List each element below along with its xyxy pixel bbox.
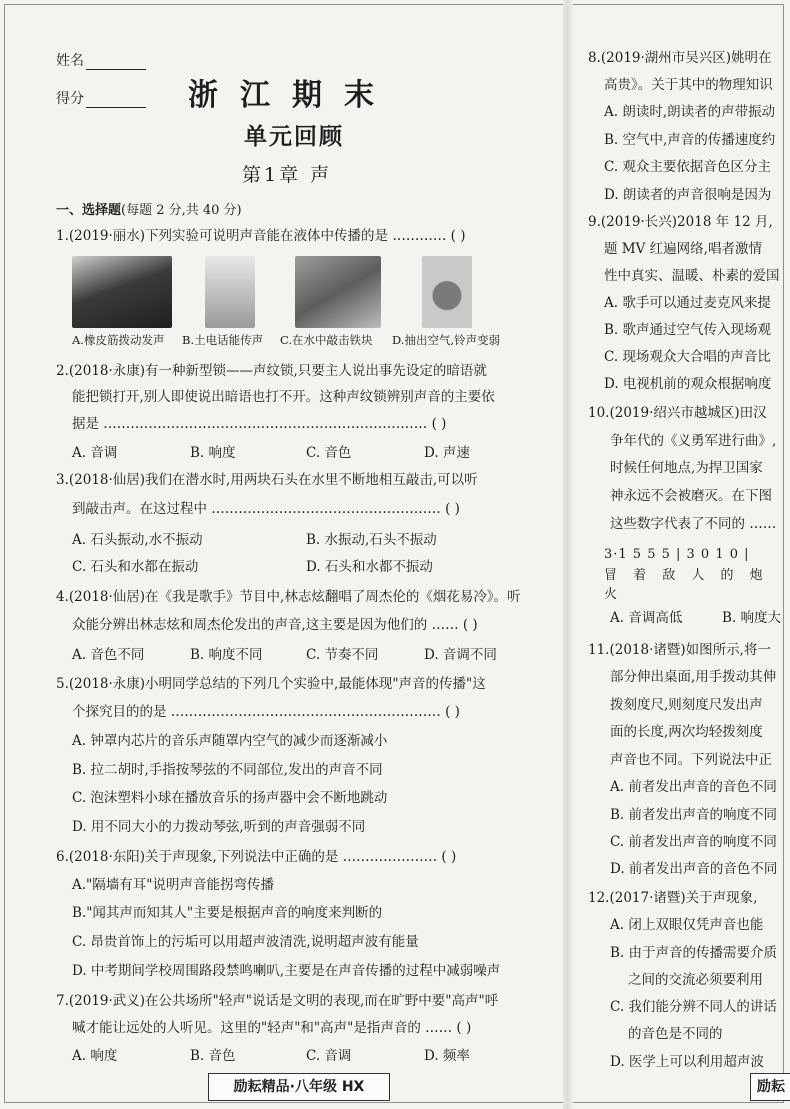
right-line: 10.(2019·绍兴市越城区)田汉 (588, 405, 767, 421)
right-line: 争年代的《义勇军进行曲》, (610, 433, 777, 449)
right-line: A. 闭上双眼仅凭声音也能 (610, 917, 764, 933)
q5-line-2: 个探究目的的是 …………………………………………………… ( ) (72, 704, 460, 720)
right-line: 12.(2017·诸暨)关于声现象, (588, 890, 758, 906)
q1-image-b (205, 256, 255, 328)
section-title: 一、选择题 (56, 203, 122, 218)
q4-option-a[interactable]: A. 音色不同 (72, 647, 145, 663)
q7-line-2: 喊才能让远处的人听见。这里的"轻声"和"高声"是指声音的 …… ( ) (72, 1020, 472, 1036)
right-line: 声音也不同。下列说法中正 (610, 752, 772, 768)
q4-option-c[interactable]: C. 节奏不同 (306, 647, 379, 663)
right-line: A. 前者发出声音的音色不同 (610, 779, 777, 795)
section-heading (56, 199, 242, 218)
right-line: B. 歌声通过空气传入现场观 (604, 322, 772, 338)
q1-image-d (422, 256, 472, 328)
q7-line-1: 7.(2019·武义)在公共场所"轻声"说话是文明的表现,而在旷野中要"高声"呼 (56, 993, 499, 1009)
right-line: 神永远不会被磨灭。在下图 (610, 488, 772, 504)
right-line: 9.(2019·长兴)2018 年 12 月, (588, 214, 773, 230)
q4-line-2: 众能分辨出林志炫和周杰伦发出的声音,这主要是因为他们的 …… ( ) (72, 617, 478, 633)
q3-option-c[interactable]: C. 石头和水都在振动 (72, 559, 199, 575)
right-line: D. 前者发出声音的音色不同 (610, 861, 778, 877)
right-line: 这些数字代表了不同的 …… (610, 516, 777, 532)
q2-option-b[interactable]: B. 响度 (190, 445, 236, 461)
q6-option-c[interactable]: C. 昂贵首饰上的污垢可以用超声波清洗,说明超声波有能量 (72, 934, 419, 950)
q2-option-c[interactable]: C. 音色 (306, 445, 352, 461)
right-line: B. 空气中,声音的传播速度约 (604, 132, 776, 148)
right-line: D. 朗读者的声音很响是因为 (604, 187, 772, 203)
right-line: D. 医学上可以利用超声波 (610, 1054, 764, 1070)
q10-option-b[interactable]: B. 响度大 (722, 610, 782, 626)
q4-option-b[interactable]: B. 响度不同 (190, 647, 263, 663)
right-line: D. 电视机前的观众根据响度 (604, 376, 772, 392)
q5-option-c[interactable]: C. 泡沫塑料小球在播放音乐的扬声器中会不断地跳动 (72, 790, 388, 806)
q2-option-a[interactable]: A. 音调 (72, 445, 118, 461)
right-line: C. 现场观众大合唱的声音比 (604, 349, 771, 365)
right-line: C. 观众主要依据音色区分主 (604, 159, 771, 175)
right-line: A. 朗读时,朗读者的声带振动 (604, 104, 776, 120)
page-fold-shadow (563, 0, 573, 1109)
music-score (604, 547, 790, 602)
right-line: 部分伸出桌面,用手拨动其伸 (610, 669, 777, 685)
right-line: B. 由于声音的传播需要介质 (610, 945, 778, 961)
q7-option-b[interactable]: B. 音色 (190, 1048, 236, 1064)
q3-option-b[interactable]: B. 水振动,石头不振动 (306, 532, 437, 548)
q5-option-d[interactable]: D. 用不同大小的力拨动琴弦,听到的声音强弱不同 (72, 819, 366, 835)
name-field[interactable] (56, 50, 146, 70)
q2-line-1: 2.(2018·永康)有一种新型锁——声纹锁,只要主人说出事先设定的暗语就 (56, 363, 487, 379)
footer-label-right: 励耘 (750, 1073, 790, 1101)
q7-option-c[interactable]: C. 音调 (306, 1048, 352, 1064)
music-notes: 3·1 5 5 5 | 3 0 1 0 | (604, 547, 750, 562)
q1-caption-c: C.在水中敲击铁块 (280, 333, 373, 347)
right-line: C. 前者发出声音的响度不同 (610, 834, 777, 850)
right-line: 性中真实、温暖、朴素的爱国 (604, 268, 780, 284)
right-line: 面的长度,两次均轻拨刻度 (610, 724, 763, 740)
name-blank[interactable] (86, 55, 146, 70)
right-line: 时候任何地点,为捍卫国家 (610, 460, 763, 476)
score-field[interactable] (56, 88, 146, 108)
q3-line-2: 到敲击声。在这过程中 …………………………………………… ( ) (72, 501, 460, 517)
q6-option-d[interactable]: D. 中考期间学校周围路段禁鸣喇叭,主要是在声音传播的过程中减弱噪声 (72, 963, 501, 979)
right-line: 8.(2019·湖州市吴兴区)姚明在 (588, 50, 772, 66)
right-line: A. 歌手可以通过麦克风来提 (604, 295, 771, 311)
q3-line-1: 3.(2018·仙居)我们在潜水时,用两块石头在水里不断地相互敲击,可以听 (56, 472, 478, 488)
right-line: C. 我们能分辨不同人的讲话 (610, 999, 777, 1015)
right-line: 之间的交流必须要利用 (628, 972, 763, 988)
q6-option-a[interactable]: A."隔墙有耳"说明声音能拐弯传播 (72, 877, 274, 893)
q1-caption-b: B.土电话能传声 (182, 333, 264, 347)
q7-option-a[interactable]: A. 响度 (72, 1048, 118, 1064)
q7-option-d[interactable]: D. 频率 (424, 1048, 470, 1064)
footer-label: 励耘精品·八年级 HX (208, 1073, 390, 1101)
score-label: 得分 (56, 91, 84, 107)
q1-image-a (72, 256, 172, 328)
q1-caption-a: A.橡皮筋拨动发声 (72, 333, 165, 347)
q1-image-c (295, 256, 381, 328)
q2-option-d[interactable]: D. 声速 (424, 445, 470, 461)
q4-option-d[interactable]: D. 音调不同 (424, 647, 497, 663)
q6-option-b[interactable]: B."闻其声而知其人"主要是根据声音的响度来判断的 (72, 905, 383, 921)
page-title: 浙江期末 (188, 78, 396, 113)
q5-line-1: 5.(2018·永康)小明同学总结的下列几个实验中,最能体现"声音的传播"这 (56, 676, 486, 692)
q2-line-3: 据是 ……………………………………………………………… ( ) (72, 416, 447, 432)
q3-option-d[interactable]: D. 石头和水都不振动 (306, 559, 433, 575)
right-line: 高贵》。关于其中的物理知识 (604, 77, 773, 93)
right-line: 11.(2018·诸暨)如图所示,将一 (588, 642, 771, 658)
q10-option-a[interactable]: A. 音调高低 (610, 610, 683, 626)
music-lyrics: 冒 着 敌 人 的 炮 火 (604, 568, 769, 602)
q4-line-1: 4.(2018·仙居)在《我是歌手》节目中,林志炫翻唱了周杰伦的《烟花易冷》。听 (56, 589, 521, 605)
page-subtitle: 单元回顾 (244, 123, 344, 150)
q2-line-2: 能把锁打开,别人即使说出暗语也打不开。这种声纹锁辨别声音的主要依 (72, 389, 495, 405)
q5-option-b[interactable]: B. 拉二胡时,手指按琴弦的不同部位,发出的声音不同 (72, 762, 383, 778)
right-line: 的音色是不同的 (628, 1026, 723, 1042)
right-line: 拨刻度尺,则刻度尺发出声 (610, 697, 763, 713)
q3-option-a[interactable]: A. 石头振动,水不振动 (72, 532, 203, 548)
q1-stem: 1.(2019·丽水)下列实验可说明声音能在液体中传播的是 ………… ( ) (56, 228, 466, 244)
q1-caption-d: D.抽出空气,铃声变弱 (392, 333, 501, 347)
right-line: B. 前者发出声音的响度不同 (610, 807, 778, 823)
q6-line-1: 6.(2018·东阳)关于声现象,下列说法中正确的是 ………………… ( ) (56, 849, 457, 865)
score-blank[interactable] (86, 93, 146, 108)
section-note: (每题 2 分,共 40 分) (121, 203, 242, 218)
name-label: 姓名 (56, 53, 84, 69)
right-line: 题 MV 红遍网络,唱者激情 (604, 241, 762, 257)
chapter-title: 第1章 声 (242, 164, 333, 186)
q5-option-a[interactable]: A. 钟罩内芯片的音乐声随罩内空气的减少而逐渐减小 (72, 733, 388, 749)
